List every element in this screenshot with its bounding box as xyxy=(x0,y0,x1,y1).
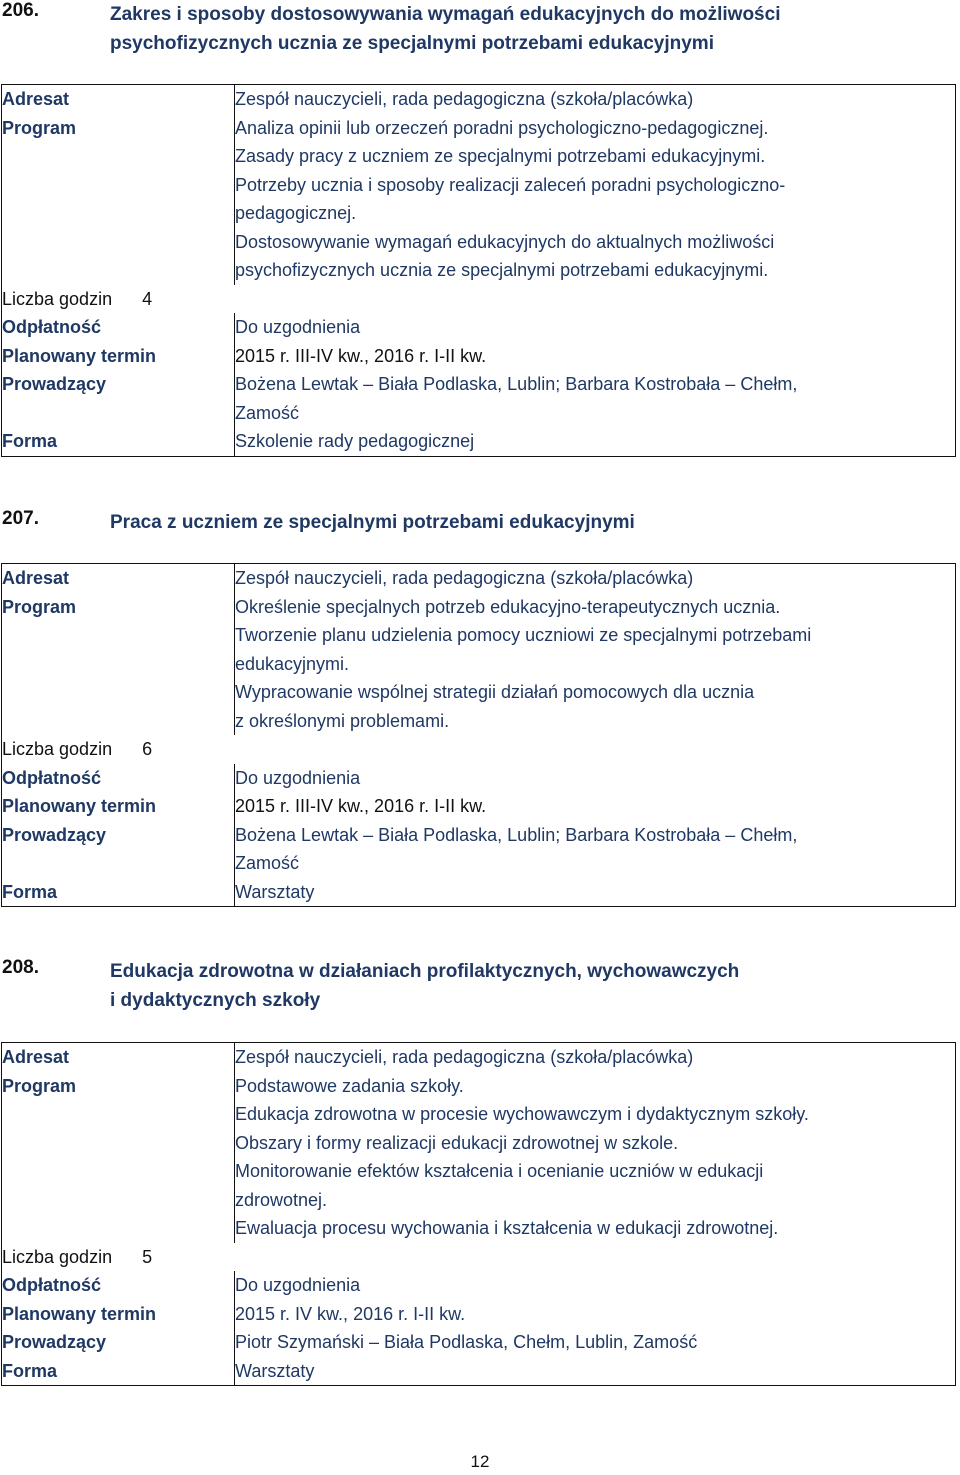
prowadzacy-value xyxy=(235,370,956,427)
row-odplatnosc xyxy=(2,313,956,342)
program-line: Edukacja zdrowotna w procesie wychowawczym i dydaktycznym szkoły. xyxy=(235,1104,809,1124)
program-line: Tworzenie planu udzielenia pomocy uczniowi ze specjalnymi potrzebami xyxy=(235,625,812,645)
program-value xyxy=(235,593,956,736)
program-line: Potrzeby ucznia i sposoby realizacji zaleceń poradni psychologiczno- xyxy=(235,174,786,195)
prowadzacy-label: Prowadzący xyxy=(2,824,107,845)
course-heading xyxy=(0,957,960,1017)
program-line: Monitorowanie efektów kształcenia i ocenianie uczniów w edukacji xyxy=(235,1161,764,1181)
adresat-value: Zespół nauczycieli, rada pedagogiczna (szkoła/placówka) xyxy=(235,1043,956,1072)
course-info-table xyxy=(1,563,956,907)
prowadzacy-line: Piotr Szymański – Biała Podlaska, Chełm, Lublin, Zamość xyxy=(235,1332,698,1352)
adresat-label: Adresat xyxy=(2,1047,70,1067)
course-title-line: i dydaktycznych szkoły xyxy=(110,990,321,1011)
termin-value: 2015 r. III-IV kw., 2016 r. I-II kw. xyxy=(235,342,956,371)
row-odplatnosc xyxy=(2,1271,956,1300)
row-forma xyxy=(2,427,956,456)
program-label: Program xyxy=(2,117,77,138)
page-number: 12 xyxy=(470,1452,490,1471)
program-value xyxy=(235,114,956,285)
program-line: Ewaluacja procesu wychowania i kształcenia w edukacji zdrowotnej. xyxy=(235,1218,779,1238)
prowadzacy-line: Bożena Lewtak – Biała Podlaska, Lublin; Barbara Kostrobała – Chełm, xyxy=(235,824,798,845)
forma-label: Forma xyxy=(2,1360,58,1381)
program-line: zdrowotnej. xyxy=(235,1189,328,1210)
row-godzin xyxy=(2,735,956,764)
row-program xyxy=(2,114,956,285)
row-prowadzacy xyxy=(2,821,956,878)
termin-label: Planowany termin xyxy=(2,796,157,816)
course-number: 207. xyxy=(2,508,39,529)
course-title xyxy=(110,957,940,1015)
row-prowadzacy xyxy=(2,370,956,427)
program-line: Dostosowywanie wymagań edukacyjnych do aktualnych możliwości xyxy=(235,231,775,252)
row-forma xyxy=(2,878,956,907)
program-value xyxy=(235,1072,956,1243)
program-label: Program xyxy=(2,596,77,617)
program-line: edukacyjnymi. xyxy=(235,653,350,674)
row-prowadzacy xyxy=(2,1328,956,1357)
termin-value: 2015 r. IV kw., 2016 r. I-II kw. xyxy=(235,1300,956,1329)
godzin-label xyxy=(2,735,235,764)
program-line: Podstawowe zadania szkoły. xyxy=(235,1075,464,1096)
program-line: Zasady pracy z uczniem ze specjalnymi potrzebami edukacyjnymi. xyxy=(235,146,766,166)
odplatnosc-label: Odpłatność xyxy=(2,1275,102,1295)
godzin-spacer xyxy=(235,285,956,314)
row-godzin xyxy=(2,1243,956,1272)
row-adresat xyxy=(2,564,956,593)
program-label: Program xyxy=(2,1075,77,1096)
row-godzin xyxy=(2,285,956,314)
godzin-label-text: Liczba godzin xyxy=(2,288,113,309)
row-forma xyxy=(2,1357,956,1386)
program-line: Określenie specjalnych potrzeb edukacyjno-terapeutycznych ucznia. xyxy=(235,596,781,617)
prowadzacy-value xyxy=(235,1328,956,1357)
godzin-label xyxy=(2,285,235,314)
godzin-label-text: Liczba godzin xyxy=(2,739,113,759)
godzin-label xyxy=(2,1243,235,1272)
row-adresat xyxy=(2,1043,956,1072)
odplatnosc-value: Do uzgodnienia xyxy=(235,1271,956,1300)
row-termin xyxy=(2,792,956,821)
row-program xyxy=(2,593,956,736)
program-line: z określonymi problemami. xyxy=(235,710,450,731)
godzin-value: 5 xyxy=(142,1246,153,1267)
godzin-spacer xyxy=(235,1243,956,1272)
row-termin xyxy=(2,1300,956,1329)
termin-label: Planowany termin xyxy=(2,1303,157,1324)
prowadzacy-label: Prowadzący xyxy=(2,374,107,394)
program-line: pedagogicznej. xyxy=(235,203,357,223)
adresat-value: Zespół nauczycieli, rada pedagogiczna (szkoła/placówka) xyxy=(235,564,956,593)
course-number: 208. xyxy=(2,957,39,978)
course-title-line: Praca z uczniem ze specjalnymi potrzebami edukacyjnymi xyxy=(110,512,635,533)
course-heading xyxy=(0,508,960,568)
course-title-line: psychofizycznych ucznia ze specjalnymi potrzebami edukacyjnymi xyxy=(110,33,714,54)
termin-label: Planowany termin xyxy=(2,345,157,366)
course-title-line: Zakres i sposoby dostosowywania wymagań edukacyjnych do możliwości xyxy=(110,4,781,25)
godzin-spacer xyxy=(235,735,956,764)
row-termin xyxy=(2,342,956,371)
course-heading xyxy=(0,0,960,60)
program-line: Obszary i formy realizacji edukacji zdrowotnej w szkole. xyxy=(235,1132,679,1153)
course-208 xyxy=(0,957,960,1381)
course-info-table xyxy=(1,84,956,457)
program-line: Wypracowanie wspólnej strategii działań pomocowych dla ucznia xyxy=(235,682,755,702)
row-odplatnosc xyxy=(2,764,956,793)
course-info-table xyxy=(1,1042,956,1386)
prowadzacy-line: Zamość xyxy=(235,402,300,423)
odplatnosc-value: Do uzgodnienia xyxy=(235,764,956,793)
row-program xyxy=(2,1072,956,1243)
forma-label: Forma xyxy=(2,881,58,902)
odplatnosc-label: Odpłatność xyxy=(2,767,102,788)
program-line: psychofizycznych ucznia ze specjalnymi potrzebami edukacyjnymi. xyxy=(235,260,769,280)
godzin-value: 6 xyxy=(142,739,153,759)
course-number: 206. xyxy=(2,0,39,21)
godzin-label-text: Liczba godzin xyxy=(2,1246,113,1267)
odplatnosc-value: Do uzgodnienia xyxy=(235,313,956,342)
prowadzacy-value xyxy=(235,821,956,878)
termin-value: 2015 r. III-IV kw., 2016 r. I-II kw. xyxy=(235,792,956,821)
course-207 xyxy=(0,508,960,902)
adresat-label: Adresat xyxy=(2,568,70,588)
adresat-value: Zespół nauczycieli, rada pedagogiczna (szkoła/placówka) xyxy=(235,85,956,114)
course-title xyxy=(110,0,940,58)
forma-value: Szkolenie rady pedagogicznej xyxy=(235,427,956,456)
godzin-value: 4 xyxy=(142,288,153,309)
course-206 xyxy=(0,0,960,451)
forma-value: Warsztaty xyxy=(235,1357,956,1386)
prowadzacy-line: Bożena Lewtak – Biała Podlaska, Lublin; Barbara Kostrobała – Chełm, xyxy=(235,374,798,394)
forma-value: Warsztaty xyxy=(235,878,956,907)
course-title-line: Edukacja zdrowotna w działaniach profilaktycznych, wychowawczych xyxy=(110,961,740,982)
prowadzacy-label: Prowadzący xyxy=(2,1332,107,1352)
course-title xyxy=(110,508,940,537)
forma-label: Forma xyxy=(2,431,58,451)
adresat-label: Adresat xyxy=(2,89,70,109)
odplatnosc-label: Odpłatność xyxy=(2,317,102,337)
prowadzacy-line: Zamość xyxy=(235,853,300,873)
program-line: Analiza opinii lub orzeczeń poradni psychologiczno-pedagogicznej. xyxy=(235,117,769,138)
row-adresat xyxy=(2,85,956,114)
